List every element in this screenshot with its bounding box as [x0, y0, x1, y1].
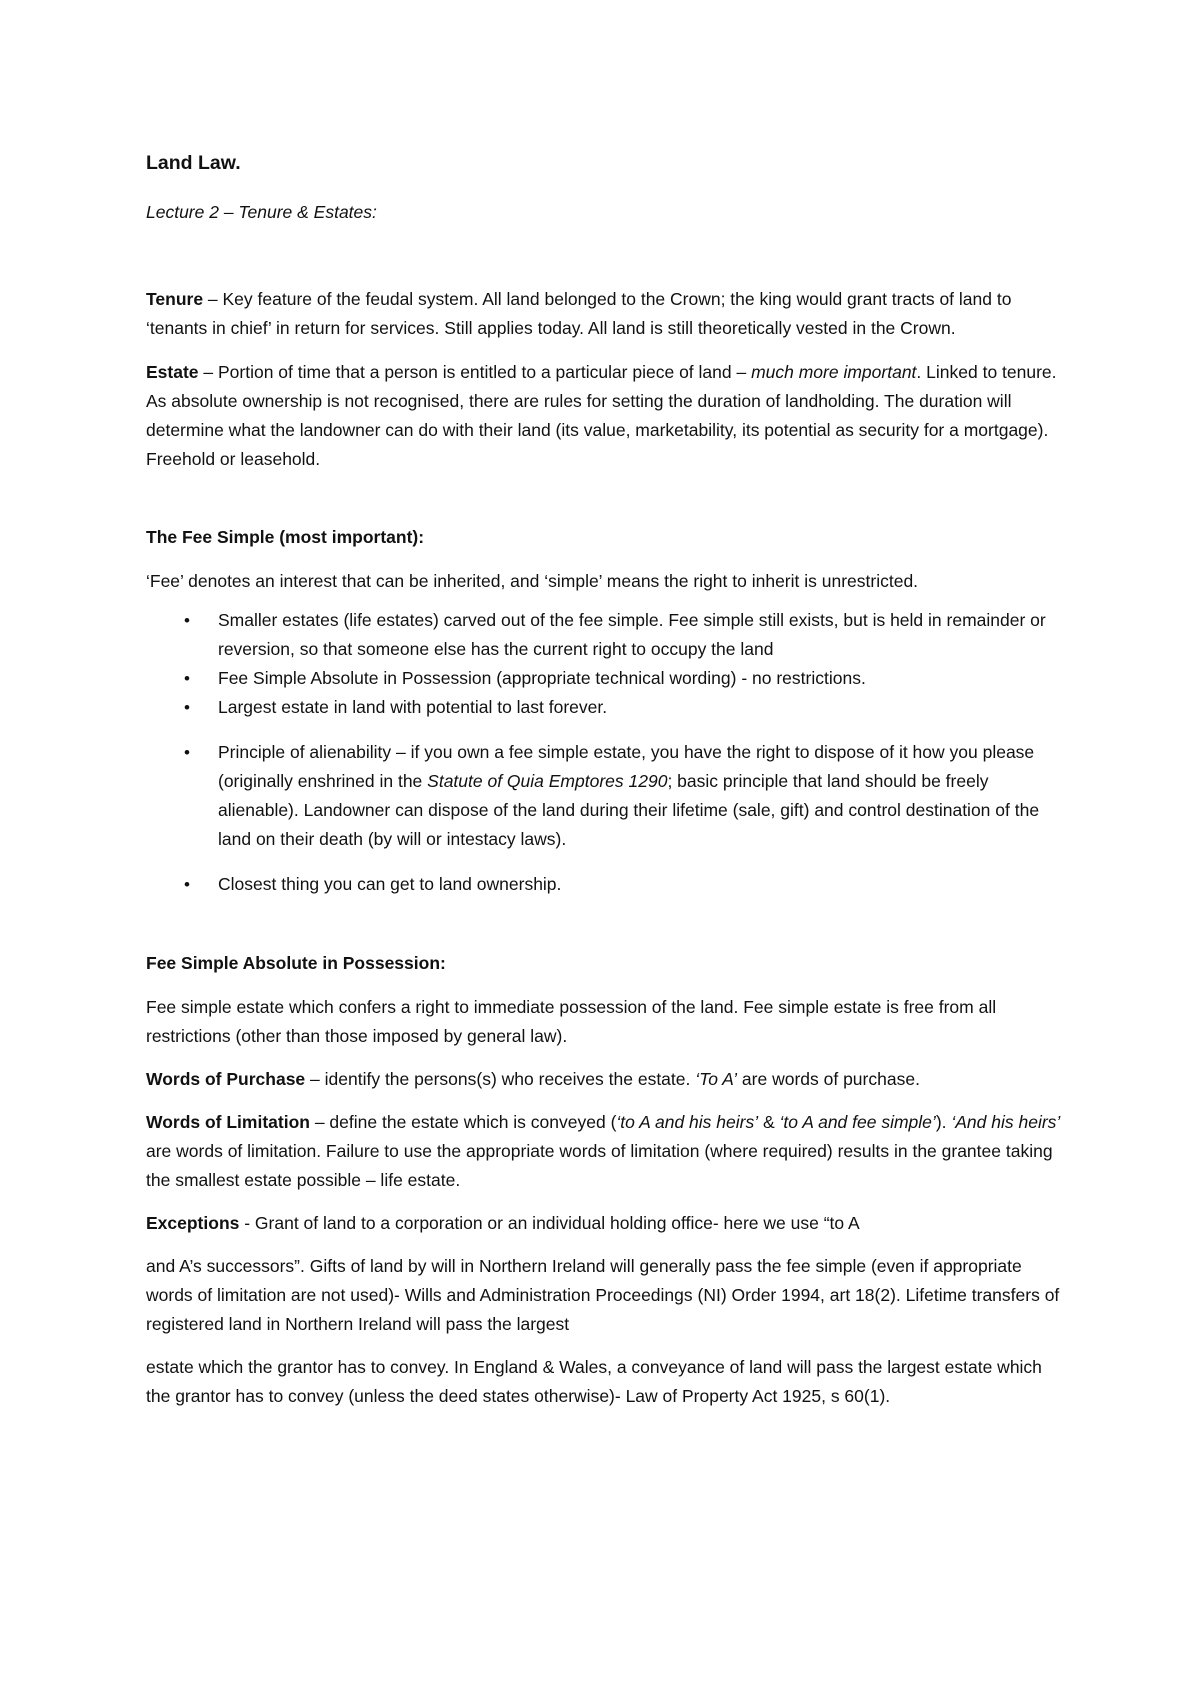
- tenure-paragraph: [146, 285, 1066, 343]
- fee-simple-heading: The Fee Simple (most important):: [146, 527, 425, 547]
- fsap-intro: Fee simple estate which confers a right to immediate possession of the land. Fee simple estate is free from all restrictions (other than those imposed by general law).: [146, 997, 997, 1046]
- estate-paragraph: [146, 358, 1066, 474]
- lecture-subtitle: Lecture 2 – Tenure & Estates:: [146, 202, 377, 222]
- exceptions-paragraph: Exceptions - Grant of land to a corporation or an individual holding office- here we use “to A: [146, 1213, 860, 1233]
- estate-text-1: – Portion of time that a person is entitled to a particular piece of land –: [198, 362, 752, 382]
- estate-emphasis: much more important: [751, 362, 917, 382]
- words-of-purchase-paragraph: Words of Purchase – identify the persons(s) who receives the estate. ‘To A’ are words of purchase.: [146, 1069, 920, 1089]
- statute-name: Statute of Quia Emptores 1290: [427, 771, 668, 791]
- exceptions-term: Exceptions: [146, 1213, 240, 1233]
- bullet-dot: •: [184, 669, 190, 688]
- estate-term: Estate: [146, 362, 199, 382]
- bullet-item: • Smaller estates (life estates) carved out of the fee simple. Fee simple still exists, but is held in remainder or reversion, so that someone else has the current right to occupy the land: [146, 606, 1066, 664]
- bullet-item-closest: • Closest thing you can get to land ownership.: [146, 870, 1066, 899]
- tenure-term: Tenure: [146, 289, 204, 309]
- document-body: [146, 150, 1066, 1411]
- tenure-text: – Key feature of the feudal system. All land belonged to the Crown; the king would grant tracts of land to ‘tenants in chief’ in return for services. Still applies today. All land is still theoretically vested in the Crown.: [146, 289, 1012, 338]
- bullet-dot: •: [184, 611, 190, 630]
- bullet-item: • Largest estate in land with potential to last forever.: [146, 693, 1066, 722]
- fsap-paragraph-3: estate which the grantor has to convey. In England & Wales, a conveyance of land will pass the largest estate which the grantor has to convey (unless the deed states otherwise)- Law of Property Act 1925, s 60(1).: [146, 1357, 1042, 1406]
- words-of-limitation-term: Words of Limitation: [146, 1112, 310, 1132]
- bullet-item-alienability: • Principle of alienability – if you own a fee simple estate, you have the right to dispose of it how you please (originally enshrined in the Statute of Quia Emptores 1290; basic principle that land should be freely alienable). Landowner can dispose of the land during their lifetime (sale, gift) and control destination of the land on their death (by will or intestacy laws).: [146, 738, 1066, 854]
- estate-text-2: . Linked to tenure. As absolute ownership is not recognised, there are rules for setting the duration of landholding. The duration will determine what the landowner can do with their land (its value, marketability, its potential as security for a mortgage). Freehold or leasehold.: [146, 362, 1057, 469]
- bullet-dot: •: [184, 875, 190, 894]
- words-of-purchase-term: Words of Purchase: [146, 1069, 306, 1089]
- bullet-dot: •: [184, 698, 190, 717]
- fsap-heading: Fee Simple Absolute in Possession:: [146, 953, 446, 973]
- fsap-paragraph-2: and A’s successors”. Gifts of land by will in Northern Ireland will generally pass the fee simple (even if appropriate words of limitation are not used)- Wills and Administration Proceedings (NI) Order 1994, art 18(2). Lifetime transfers of registered land in Northern Ireland will pass the largest: [146, 1256, 1060, 1334]
- bullet-dot: •: [184, 743, 190, 762]
- bullet-item: • Fee Simple Absolute in Possession (appropriate technical wording) - no restrictions.: [146, 664, 1066, 693]
- fee-simple-intro: ‘Fee’ denotes an interest that can be inherited, and ‘simple’ means the right to inherit is unrestricted.: [146, 571, 919, 591]
- fee-simple-bullet-list: [146, 606, 1066, 899]
- words-of-limitation-paragraph: Words of Limitation – define the estate which is conveyed (‘to A and his heirs’ & ‘to A and fee simple’). ‘And his heirs’ are words of limitation. Failure to use the appropriate words of limitation (where required) results in the grantee taking the smallest estate possible – life estate.: [146, 1112, 1061, 1190]
- document-title: Land Law.: [146, 152, 241, 174]
